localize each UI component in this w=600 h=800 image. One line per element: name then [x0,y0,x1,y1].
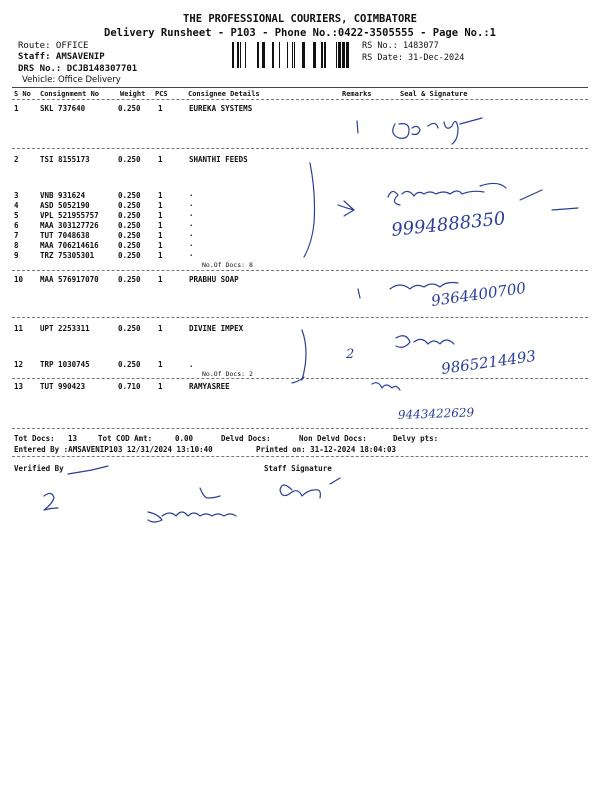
row-2-pcs: 1 [158,155,163,164]
row-1-sno: 1 [14,104,19,113]
row-11-pcs: 1 [158,324,163,333]
col-consignment: Consignment No [40,90,100,98]
verified-by-signature [148,512,236,522]
verified-by-mark-2 [200,488,220,498]
row-10-pcs: 1 [158,275,163,284]
row-5-weight: 0.250 [118,211,141,220]
total-docs-label: Tot Docs: [14,434,55,443]
handwritten-phone-1: 9994888350 [390,208,507,241]
row-11-sno: 11 [14,324,24,333]
signature-prabhu [390,283,458,290]
row-9-pcs: 1 [158,251,163,260]
row-7-pcs: 1 [158,231,163,240]
row-10-weight: 0.250 [118,275,141,284]
delivery-points: Delvy pts: [393,434,439,443]
row-13-sno: 13 [14,382,24,391]
verified-by-mark [44,493,58,510]
row-12-sno: 12 [14,360,24,369]
drs-number: DRS No.: DCJB148307701 [18,64,138,74]
rs-date: RS Date: 31-Dec-2024 [362,53,465,63]
verified-by-stroke [68,466,108,474]
total-cod-label: Tot COD Amt: [98,434,153,443]
row-5-pcs: 1 [158,211,163,220]
col-pcs: PCS [155,90,168,98]
group-1-bracket [304,163,315,257]
remark-tick [358,289,360,298]
row-13-pcs: 1 [158,382,163,391]
delivered-docs: Delvd Docs: [221,434,271,443]
row-3-consignee: . [189,189,194,198]
row-8-consignee: . [189,239,194,248]
col-remarks: Remarks [342,90,372,98]
row-6-pcs: 1 [158,221,163,230]
signature-shanthi [388,183,578,210]
row-8-cno: MAA 706214616 [40,241,99,250]
row-4-consignee: . [189,199,194,208]
row-7-sno: 7 [14,231,19,240]
rs-number: RS No.: 1483077 [362,41,439,51]
handwritten-phone-4: 9443422629 [397,405,475,422]
row-2-cno: TSI 8155173 [40,155,90,164]
staff-signature-label: Staff Signature [264,464,332,473]
staff-label: Staff: AMSAVENIP [18,52,105,62]
group-1-doc-count: No.Of Docs: 8 [202,261,253,269]
non-delivered-docs: Non Delvd Docs: [299,434,367,443]
row-9-cno: TRZ 75305301 [40,251,95,260]
row-1-cno: SKL 737640 [40,104,86,113]
total-docs-value: 13 [68,434,78,443]
row-7-consignee: . [189,229,194,238]
row-3-weight: 0.250 [118,191,141,200]
row-6-weight: 0.250 [118,221,141,230]
col-seal: Seal & Signature [400,90,468,98]
row-5-cno: VPL 521955757 [40,211,99,220]
row-10-consignee: PRABHU SOAP [189,275,239,284]
signature-divine [396,336,454,348]
signature-ramyasree [372,383,400,390]
row-8-sno: 8 [14,241,19,250]
handwritten-phone-3: 9865214493 [440,346,538,378]
arrow-icon [338,201,354,216]
row-12-cno: TRP 1030745 [40,360,90,369]
row-12-consignee: . [189,360,194,369]
staff-signature [280,478,340,498]
row-11-cno: UPT 2253311 [40,324,90,333]
total-cod-value: 0.00 [175,434,194,443]
signature-eureka [393,118,482,144]
row-9-weight: 0.250 [118,251,141,260]
group-2-doc-count: No.Of Docs: 2 [202,370,253,378]
row-2-sno: 2 [14,155,19,164]
row-3-sno: 3 [14,191,19,200]
row-6-consignee: . [189,219,194,228]
row-9-sno: 9 [14,251,19,260]
row-4-weight: 0.250 [118,201,141,210]
row-9-consignee: . [189,249,194,258]
row-5-sno: 5 [14,211,19,220]
row-11-consignee: DIVINE IMPEX [189,324,244,333]
row-8-pcs: 1 [158,241,163,250]
company-title: THE PROFESSIONAL COURIERS, COIMBATORE [183,13,417,25]
row-4-cno: ASD 5052190 [40,201,90,210]
row-2-weight: 0.250 [118,155,141,164]
verified-by-label: Verified By [14,464,64,473]
row-7-cno: TUT 7048638 [40,231,90,240]
row-13-weight: 0.710 [118,382,141,391]
row-1-weight: 0.250 [118,104,141,113]
vehicle-label: Vehicle: Office Delivery [22,75,121,85]
row-12-weight: 0.250 [118,360,141,369]
handwritten-phone-2: 9364400700 [430,278,528,310]
row-5-consignee: . [189,209,194,218]
row-7-weight: 0.250 [118,231,141,240]
row-4-sno: 4 [14,201,19,210]
remark-mark-2: 2 [346,347,355,362]
row-13-cno: TUT 990423 [40,382,86,391]
row-13-consignee: RAMYASREE [189,382,230,391]
row-11-weight: 0.250 [118,324,141,333]
row-4-pcs: 1 [158,201,163,210]
route-label: Route: OFFICE [18,41,89,51]
printed-on: Printed on: 31-12-2024 18:04:03 [256,445,396,454]
runsheet-subtitle: Delivery Runsheet - P103 - Phone No.:0422-3505555 - Page No.:1 [104,27,496,39]
row-12-pcs: 1 [158,360,163,369]
row-1-consignee: EUREKA SYSTEMS [189,104,253,113]
col-consignee: Consignee Details [188,90,260,98]
group-2-bracket [292,330,306,383]
row-2-consignee: SHANTHI FEEDS [189,155,248,164]
row-3-pcs: 1 [158,191,163,200]
row-8-weight: 0.250 [118,241,141,250]
remark-tick [357,121,358,133]
row-3-cno: VNB 931624 [40,191,86,200]
col-sno: S No [14,90,31,98]
row-6-cno: MAA 303127726 [40,221,99,230]
row-10-cno: MAA 576917070 [40,275,99,284]
row-6-sno: 6 [14,221,19,230]
row-10-sno: 10 [14,275,24,284]
entered-by: Entered By :AMSAVENIP103 12/31/2024 13:10:40 [14,445,213,454]
col-weight: Weight [120,90,146,98]
row-1-pcs: 1 [158,104,163,113]
